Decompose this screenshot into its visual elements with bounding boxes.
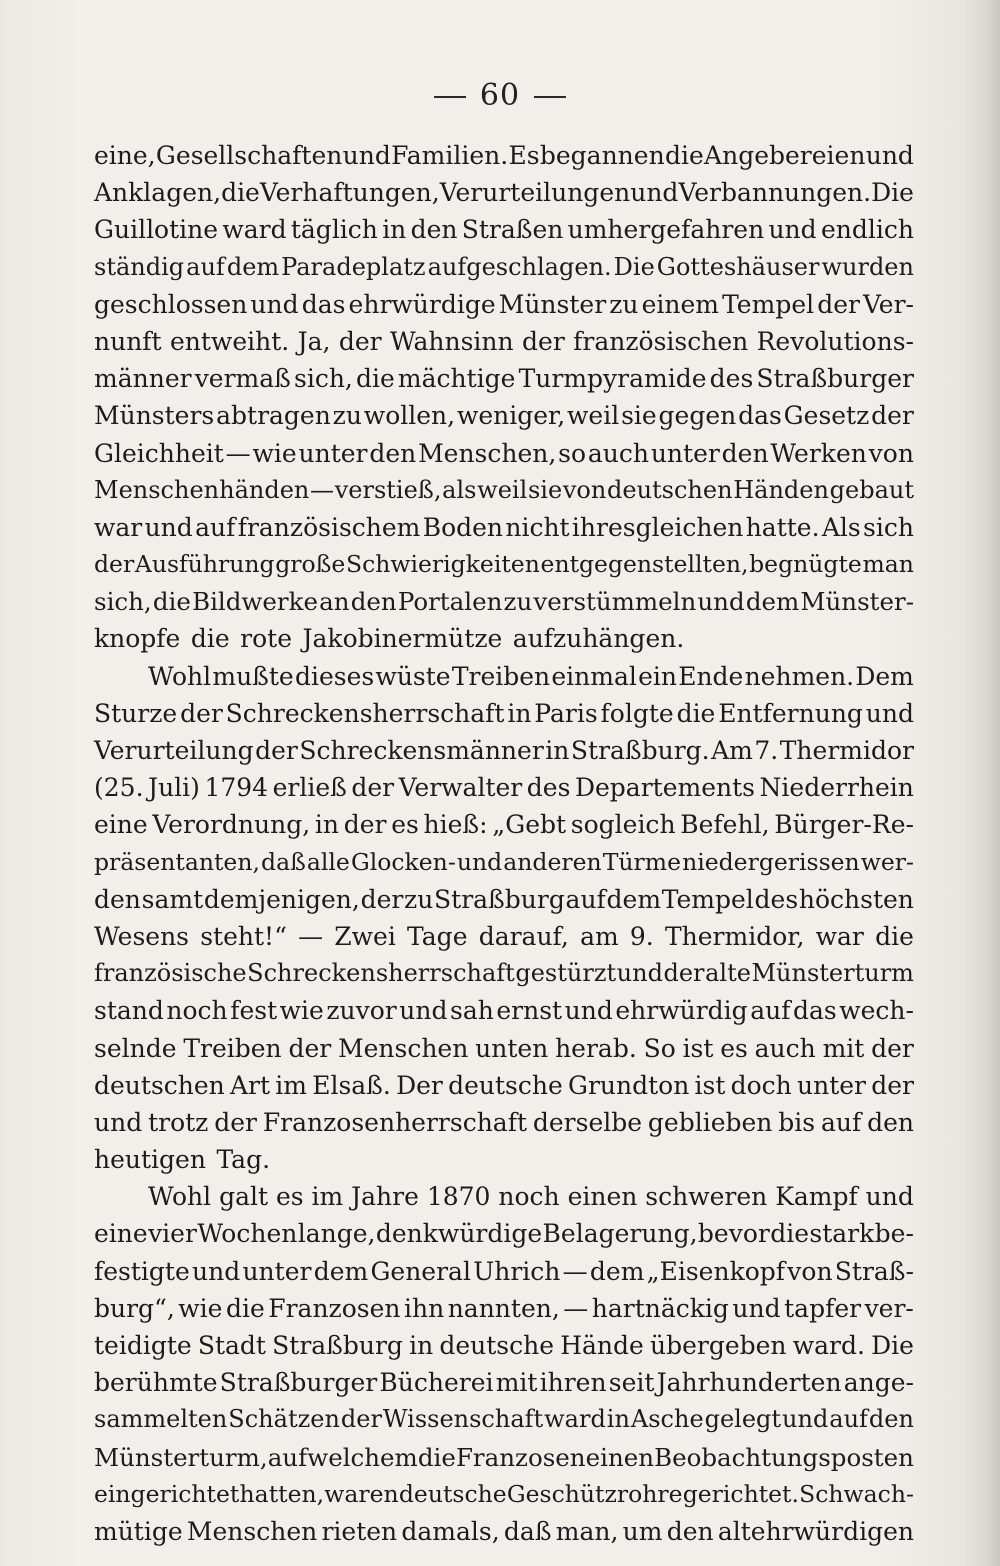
text-line: Gleichheit — wie unter den Menschen, so auch unter den Werken von bbox=[94, 438, 914, 468]
text-line: burg“, wie die Franzosen ihn nannten, — hartnäckig und tapfer ver- bbox=[94, 1293, 914, 1323]
page-header bbox=[0, 78, 1000, 113]
text-line: eine vier Wochen lange, denkwürdige Belagerung, bevor die stark be- bbox=[94, 1219, 914, 1249]
text-line: geschlossen und das ehrwürdige Münster zu einem Tempel der Ver- bbox=[94, 289, 914, 319]
text-line: eine, Gesellschaften und Familien. Es begannen die Angebereien und bbox=[94, 141, 914, 170]
text-line: den samt demjenigen, der zu Straßburg auf dem Tempel des höchsten bbox=[94, 884, 914, 914]
text-line: selnde Treiben der Menschen unten herab. So ist es auch mit der bbox=[94, 1033, 914, 1063]
text-line: männer vermaß sich, die mächtige Turmpyramide des Straßburger bbox=[94, 364, 914, 394]
text-line: Münsters abtragen zu wollen, weniger, weil sie gegen das Gesetz der bbox=[94, 401, 914, 431]
header-dash-left bbox=[434, 96, 466, 98]
text-line: Münsterturm, auf welchem die Franzosen einen Beobachtungsposten bbox=[94, 1442, 914, 1472]
text-line: präsentanten, daß alle Glocken- und anderen Türme niedergerissen wer- bbox=[94, 847, 914, 876]
header-dash-right bbox=[534, 96, 566, 98]
text-line: sammelten Schätzen der Wissenschaft ward in Asche gelegt und auf den bbox=[94, 1405, 914, 1434]
text-line: Wesens steht!“ — Zwei Tage darauf, am 9. Thermidor, war die bbox=[94, 921, 914, 951]
body-text bbox=[94, 137, 914, 1550]
text-line: stand noch fest wie zuvor und sah ernst und ehrwürdig auf das wech- bbox=[94, 996, 914, 1026]
text-line: heutigen Tag. bbox=[94, 1145, 271, 1175]
text-line: war und auf französischem Boden nicht ihresgleichen hatte. Als sich bbox=[94, 512, 914, 542]
text-line: der Ausführung große Schwierigkeiten entgegenstellten, begnügte man bbox=[94, 550, 914, 579]
text-line: eingerichtet hatten, waren deutsche Geschützrohre gerichtet. Schwach- bbox=[94, 1479, 914, 1508]
text-line: Wohl mußte dieses wüste Treiben einmal ein Ende nehmen. Dem bbox=[148, 661, 914, 691]
page-edge-shadow bbox=[962, 0, 1000, 1566]
text-line: und trotz der Franzosenherrschaft derselbe geblieben bis auf den bbox=[94, 1107, 914, 1137]
text-line: ständig auf dem Paradeplatz aufgeschlagen. Die Gotteshäuser wurden bbox=[94, 252, 914, 281]
text-line: Anklagen, die Verhaftungen, Verurteilungen und Verbannungen. Die bbox=[94, 178, 914, 208]
text-line: Verurteilung der Schreckensmänner in Straßburg. Am 7. Thermidor bbox=[94, 736, 914, 765]
text-line: berühmte Straßburger Bücherei mit ihren seit Jahrhunderten ange- bbox=[94, 1368, 914, 1398]
page-number: 60 bbox=[479, 78, 521, 113]
text-line: sich, die Bildwerke an den Portalen zu verstümmeln und dem Münster- bbox=[94, 587, 914, 617]
text-line: teidigte Stadt Straßburg in deutsche Hände übergeben ward. Die bbox=[94, 1331, 914, 1360]
text-line: knopfe die rote Jakobinermütze aufzuhängen. bbox=[94, 624, 685, 654]
text-line: festigte und unter dem General Uhrich — dem „Eisenkopf von Straß- bbox=[94, 1256, 914, 1286]
text-line: Menschenhänden — verstieß, als weil sie von deutschen Händen gebaut bbox=[94, 475, 914, 504]
text-line: nunft entweiht. Ja, der Wahnsinn der französischen Revolutions- bbox=[94, 326, 914, 356]
text-line: Wohl galt es im Jahre 1870 noch einen schweren Kampf und bbox=[148, 1182, 914, 1212]
text-line: (25. Juli) 1794 erließ der Verwalter des Departements Niederrhein bbox=[94, 773, 914, 803]
text-line: deutschen Art im Elsaß. Der deutsche Grundton ist doch unter der bbox=[94, 1070, 914, 1100]
text-line: Sturze der Schreckensherrschaft in Paris folgte die Entfernung und bbox=[94, 698, 914, 728]
text-line: mütige Menschen rieten damals, daß man, um den altehrwürdigen bbox=[94, 1516, 914, 1546]
text-line: eine Verordnung, in der es hieß: „Gebt sogleich Befehl, Bürger-Re- bbox=[94, 810, 914, 840]
text-line: Guillotine ward täglich in den Straßen umhergefahren und endlich bbox=[94, 215, 914, 245]
text-line: französische Schreckensherrschaft gestürzt und der alte Münsterturm bbox=[94, 959, 914, 988]
